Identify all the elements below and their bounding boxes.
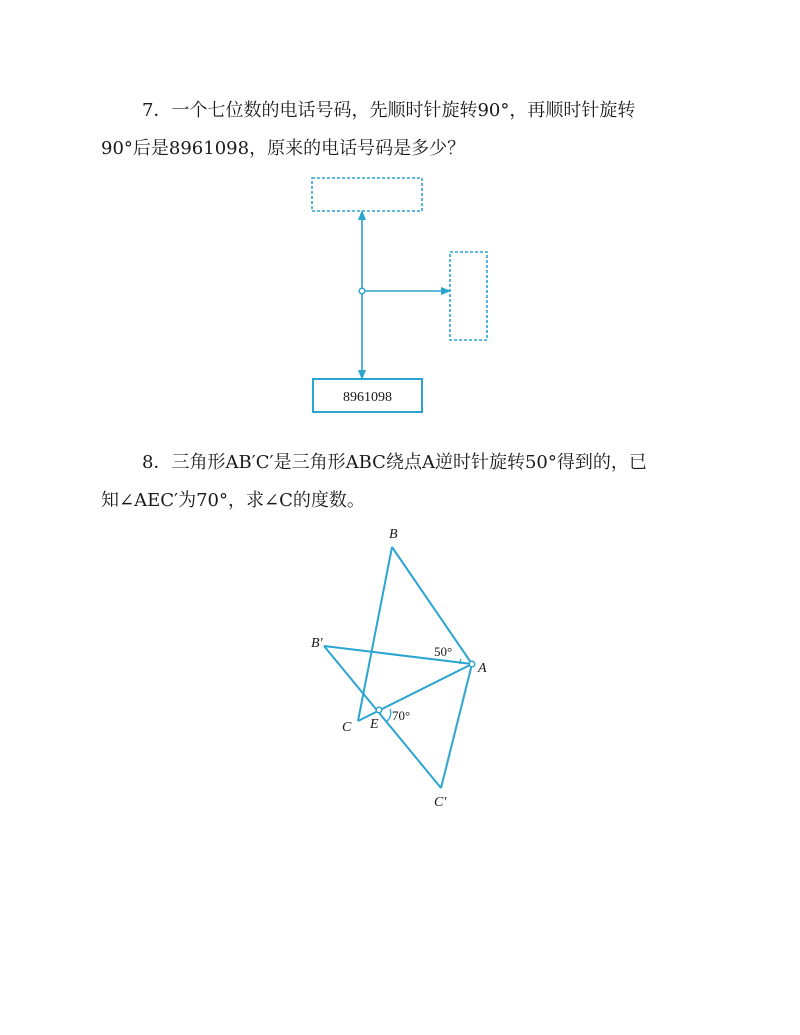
- point-A: [469, 661, 475, 667]
- question-8-line-2: 知∠AEC′为70°，求∠C的度数。: [101, 490, 365, 511]
- question-7-line-2: 90°后是8961098，原来的电话号码是多少？: [101, 138, 466, 159]
- angle-label-70: 70°: [392, 708, 411, 723]
- segment-AB: [392, 547, 472, 664]
- label-B: B: [389, 527, 398, 542]
- label-A: A: [478, 661, 487, 676]
- angle-label-50: 50°: [434, 644, 453, 659]
- segment-CA: [358, 664, 472, 721]
- label-C-prime: C′: [434, 795, 447, 810]
- question-8-line-1: 8．三角形AB′C′是三角形ABC绕点A逆时针旋转50°得到的，已: [142, 452, 647, 473]
- segment-B-prime-C-prime: [324, 646, 441, 788]
- segment-C-prime-A: [441, 664, 472, 788]
- question-7-line-1: 7．一个七位数的电话号码，先顺时针旋转90°，再顺时针旋转: [142, 100, 636, 121]
- label-C: C: [342, 720, 352, 735]
- point-E: [376, 707, 382, 713]
- label-E: E: [370, 717, 379, 732]
- bottom-number-text: 8961098: [343, 390, 392, 405]
- label-B-prime: B′: [311, 636, 323, 651]
- angle-arc-70: [386, 709, 391, 722]
